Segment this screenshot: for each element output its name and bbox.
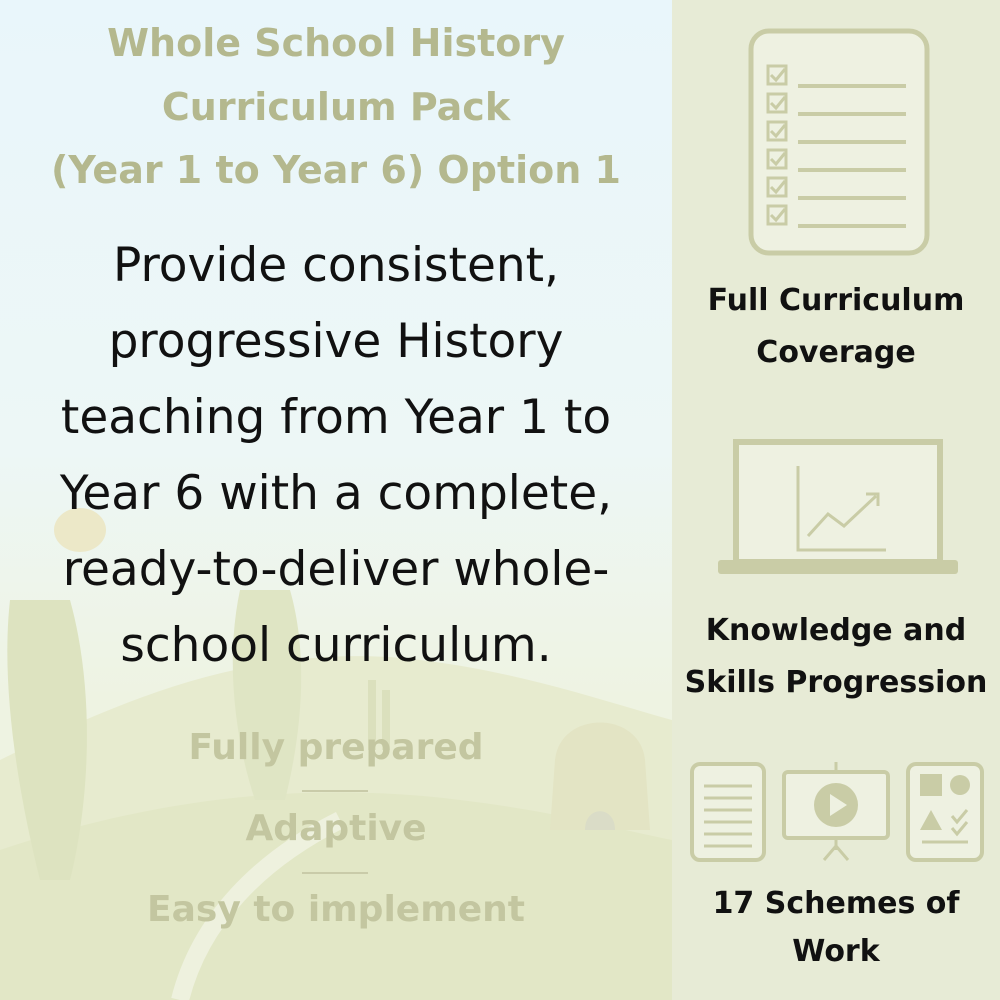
description-line-3: teaching from Year 1 to [60,390,612,445]
feature-label-schemes-1: 17 Schemes of [712,886,960,921]
feature-label-progression-2: Skills Progression [684,665,988,700]
feature-label-curriculum-coverage-1: Full Curriculum [707,283,965,318]
description-line-4: Year 6 with a complete, [59,466,613,521]
description-line-2: progressive History [108,314,564,369]
feature-label-curriculum-coverage-2: Coverage [756,335,916,370]
chart-screen-icon [716,438,960,578]
tagline-easy-to-implement: Easy to implement [147,889,525,930]
page-title-line-3: (Year 1 to Year 6) Option 1 [51,148,621,192]
feature-label-schemes-2: Work [792,934,880,969]
schemes-of-work-icon [688,758,988,866]
checklist-icon [748,28,930,256]
page-title-line-1: Whole School History [107,21,565,65]
tagline-divider [302,872,368,874]
feature-label-progression-1: Knowledge and [705,613,967,648]
description-line-1: Provide consistent, [112,238,560,293]
description-line-6: school curriculum. [120,618,552,673]
tagline-adaptive: Adaptive [245,808,427,849]
tagline-divider [302,790,368,792]
description-line-5: ready-to-deliver whole- [62,542,610,597]
page-title-line-2: Curriculum Pack [161,85,511,129]
tagline-fully-prepared: Fully prepared [188,727,484,768]
